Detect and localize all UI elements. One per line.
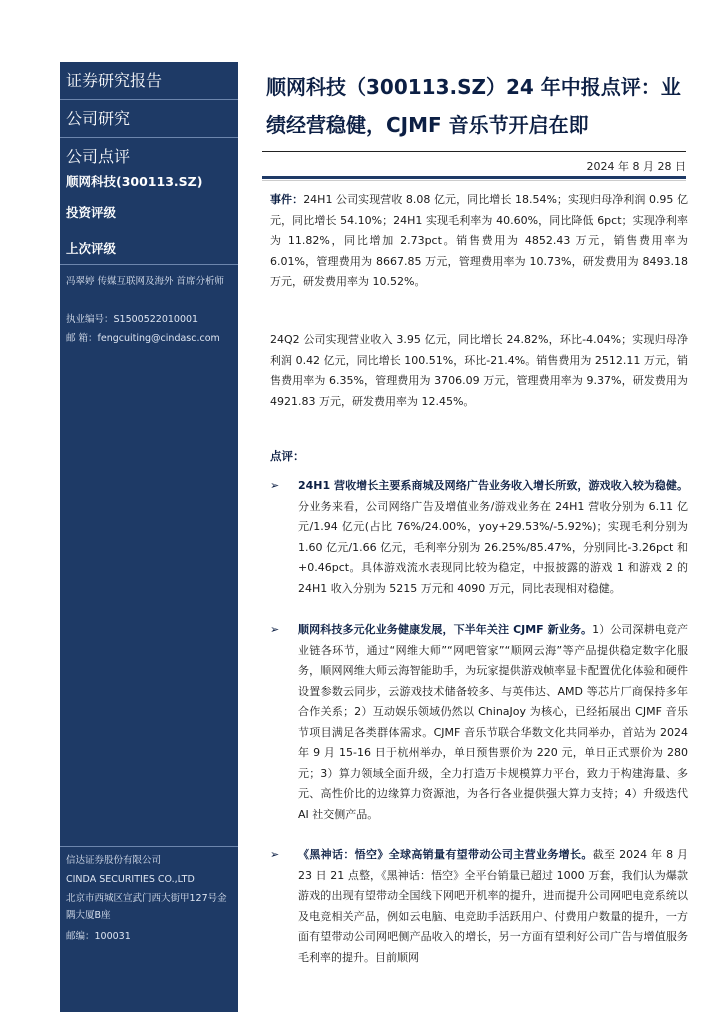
section-bar-shadow	[262, 180, 686, 181]
comment-heading: 点评：	[270, 449, 305, 463]
event-label: 事件：	[270, 193, 304, 206]
report-type: 证券研究报告	[66, 71, 163, 90]
report-title: 顺网科技（300113.SZ）24 年中报点评：业绩经营稳健，CJMF 音乐节开启在即	[266, 75, 681, 137]
sub-category: 公司点评	[66, 147, 131, 166]
bullet-heading: 《黑神话：悟空》全球高销量有望带动公司主营业务增长。	[298, 848, 593, 861]
event-paragraph	[270, 190, 688, 293]
bullet-heading: 24H1 营收增长主要系商城及网络广告业务收入增长所致，游戏收入较为稳健。	[298, 479, 688, 492]
sidebar-divider	[60, 846, 238, 847]
bullet-arrow-icon: ➢	[270, 623, 280, 636]
postcode: 邮编：100031	[66, 931, 131, 942]
company-name-cn: 信达证券股份有限公司	[66, 855, 162, 866]
sidebar-divider	[60, 99, 238, 100]
stock-name: 顺网科技(300113.SZ)	[66, 174, 203, 189]
license-number: 执业编号：S1500522010001	[66, 314, 199, 325]
bullet-body: 分业务来看，公司网络广告及增值业务/游戏业务在 24H1 营收分别为 6.11 亿元/1.94 亿元(占比 76%/24.00%，yoy+29.53%/-5.92%)；实现毛利分别为 1.60 亿元/1.66 亿元，毛利率分别为 26.25%/85.47%，分别同比-3.26pct 和+0.46pct。具体游戏流水表现同比较为稳定，中报披露的游戏 1 和游戏 2 的 24H1 收入分别为 5215 万元和 4090 万元，同比表现相对稳健。	[298, 499, 688, 595]
rating-label: 投资评级	[66, 205, 117, 220]
sidebar-divider	[60, 264, 238, 265]
bullet-body: 截至 2024 年 8 月 23 日 21 点整，《黑神话：悟空》全平台销量已超过 1000 万套，我们认为爆款游戏的出现有望带动全国线下网吧开机率的提升，进而提升公司网吧电竞系统以及电竞相关产品，例如云电脑、电竞助手活跃用户、付费用户数量的提升，一方面有望带动公司网吧侧产品收入的增长，另一方面有望利好公司广告与增值服务毛利率的提升。目前顺网	[298, 848, 689, 964]
category: 公司研究	[66, 109, 131, 128]
report-date: 2024 年 8 月 28 日	[586, 160, 686, 173]
bullet-arrow-icon: ➢	[270, 479, 280, 492]
analyst-info: 冯翠婷 传媒互联网及海外 首席分析师	[66, 276, 225, 287]
q2-paragraph: 24Q2 公司实现营业收入 3.95 亿元，同比增长 24.82%，环比-4.04%；实现归母净利润 0.42 亿元，同比增长 100.51%，环比-21.4%。销售费用为 2512.11 万元，销售费用率为 6.35%，管理费用为 3706.09 万元，管理费用率为 9.37%，研发费用为 4921.83 万元，研发费用率为 12.45%。	[270, 333, 688, 408]
last-rating-label: 上次评级	[66, 241, 117, 256]
bullet-heading: 顺网科技多元化业务健康发展，下半年关注 CJMF 新业务。	[298, 623, 593, 636]
event-text: 24H1 公司实现营收 8.08 亿元，同比增长 18.54%；实现归母净利润 0.95 亿元，同比增长 54.10%；24H1 实现毛利率为 40.60%，同比降低 6pct；实现净利率为 11.82%，同比增加 2.73pct。销售费用为 4852.43 万元，销售费用率为 6.01%，管理费用为 8667.85 万元，管理费用率为 10.73%，研发费用为 8493.18 万元，研发费用率为 10.52%。	[270, 193, 688, 288]
company-name-en: CINDA SECURITIES CO.,LTD	[66, 874, 195, 885]
bullet-item	[270, 620, 688, 825]
bullet-item	[270, 845, 688, 968]
sidebar	[60, 62, 238, 1012]
analyst-email[interactable]: 邮 箱：fengcuiting@cindasc.com	[66, 333, 220, 344]
bullet-arrow-icon: ➢	[270, 848, 280, 861]
company-address: 北京市西城区宣武门西大街甲127号金隅大厦B座	[66, 893, 227, 921]
sidebar-divider	[60, 137, 238, 138]
section-bar	[262, 176, 686, 179]
bullet-item	[270, 476, 688, 599]
bullet-body: 1）公司深耕电竞产业链各环节，通过“网维大师”“网吧管家”“顺网云海”等产品提供稳定数字化服务，顺网网维大师云海智能助手，为玩家提供游戏帧率显卡配置优化体验和硬件设置参数云同步，云游戏技术储备较多、与英伟达、AMD 等芯片厂商保持多年合作关系；2）互动娱乐领域仍然以 ChinaJoy 为核心，已经拓展出 CJMF 音乐节项目满足各类群体需求。CJMF 音乐节联合华数文化共同举办，首站为 2024 年 9 月 15-16 日于杭州举办，单日预售票价为 220 元，单日正式票价为 280 元；3）算力领域全面升级，全力打造万卡规模算力平台，致力于构建海量、多元、高性价比的边缘算力资源池，为各行各业提供强大算力支持；4）升级迭代 AI 社交侧产品。	[298, 623, 688, 821]
title-rule	[262, 151, 686, 152]
